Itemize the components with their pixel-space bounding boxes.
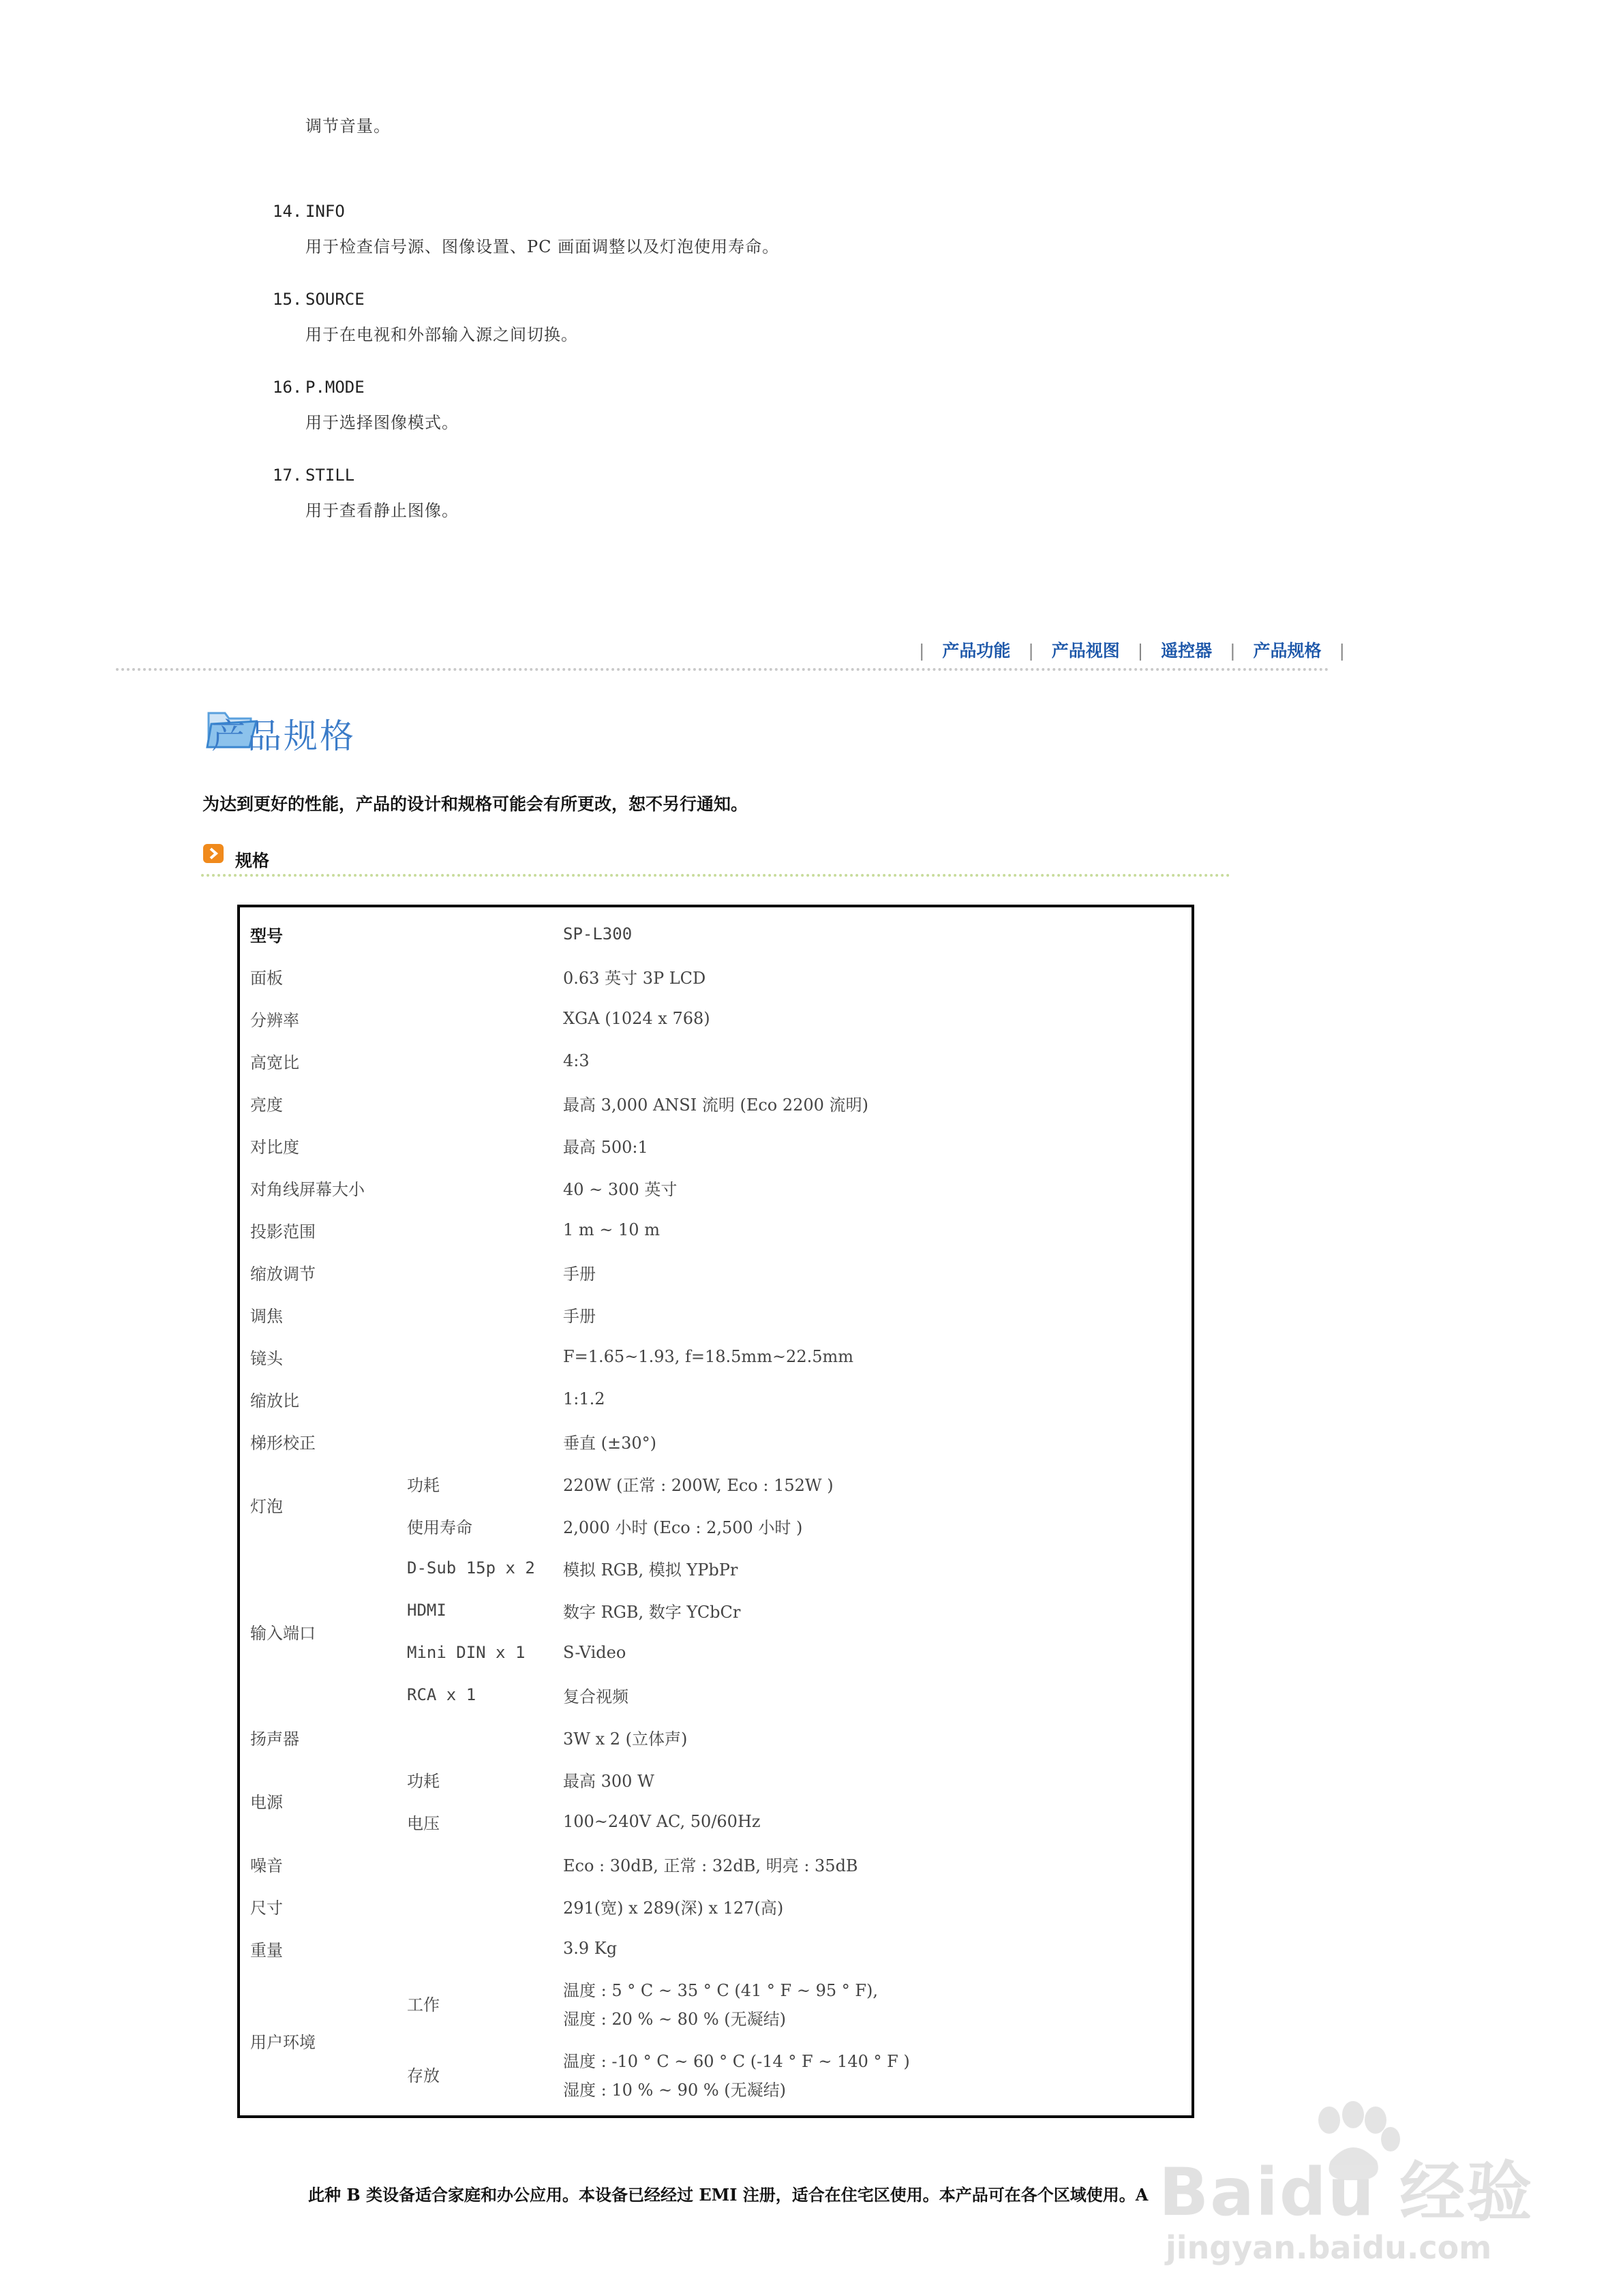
storage-humidity: 湿度 : 10 % ~ 90 % (无凝结) (563, 2081, 787, 2100)
table-row (240, 1082, 910, 1124)
spec-label: 用户环境 (250, 2032, 316, 2052)
spec-value: 垂直 (±30°) (563, 1433, 657, 1453)
table-row (240, 1335, 910, 1378)
nav-separator: | (919, 641, 925, 661)
spec-label: 对角线屏幕大小 (250, 1179, 365, 1199)
item-title: INFO (305, 202, 345, 221)
table-row (240, 997, 910, 1040)
spec-sublabel: Mini DIN x 1 (407, 1643, 526, 1662)
spec-sublabel: 工作 (407, 1995, 440, 2014)
nav-divider (116, 668, 1329, 671)
spec-value: 手册 (563, 1264, 596, 1284)
spec-label: 尺寸 (250, 1898, 283, 1918)
item-number: 16. (273, 378, 303, 397)
spec-value: 2,000 小时 (Eco : 2,500 小时 ) (563, 1517, 803, 1537)
spec-value: 复合视频 (563, 1687, 628, 1706)
spec-value: 4:3 (563, 1051, 590, 1070)
spec-value: 3W x 2 (立体声) (563, 1729, 688, 1749)
nav-separator: | (1339, 641, 1345, 661)
spec-label: 亮度 (250, 1095, 283, 1115)
storage-temperature: 温度 : -10 ° C ~ 60 ° C (-14 ° F ~ 140 ° F ) (563, 2052, 910, 2071)
spec-label: 重量 (250, 1940, 283, 1960)
spec-value: 1 m ~ 10 m (563, 1220, 660, 1239)
table-row (240, 1040, 910, 1082)
section-subtitle: 规格 (235, 851, 270, 871)
table-row (240, 1378, 910, 1420)
watermark-url: jingyan.baidu.com (1166, 2229, 1492, 2266)
spec-value: S-Video (563, 1643, 626, 1662)
table-row (240, 955, 910, 997)
nav-link-views[interactable]: 产品视图 (1051, 641, 1120, 661)
spec-value: XGA (1024 x 768) (563, 1009, 710, 1028)
table-row (240, 1124, 910, 1166)
spec-table-frame (237, 905, 1194, 2118)
table-row (240, 1166, 910, 1209)
spec-label: 电源 (250, 1792, 283, 1812)
subtitle-divider (201, 874, 1230, 877)
spec-label: 缩放调节 (250, 1264, 316, 1284)
table-row (240, 1885, 910, 1927)
spec-value: F=1.65~1.93, f=18.5mm~22.5mm (563, 1347, 854, 1366)
spec-label: 扬声器 (250, 1729, 299, 1749)
watermark-brand: Baidu 经验 (1159, 2154, 1534, 2231)
page-title: 产品规格 (211, 716, 356, 756)
list-item-info (273, 202, 779, 257)
spec-label: 型号 (250, 925, 283, 946)
item-title: P.MODE (305, 378, 365, 397)
item-title: STILL (305, 466, 355, 485)
item-description: 用于检查信号源、图像设置、PC 画面调整以及灯泡使用寿命。 (305, 237, 780, 256)
table-row (240, 1251, 910, 1293)
item-description: 用于在电视和外部输入源之间切换。 (305, 325, 578, 344)
spec-sublabel: 电压 (407, 1813, 440, 1833)
nav-separator: | (1137, 641, 1144, 661)
spec-value: 40 ~ 300 英寸 (563, 1179, 678, 1199)
table-row (240, 1927, 910, 1969)
nav-link-specs[interactable]: 产品规格 (1253, 641, 1322, 661)
spec-value (560, 1969, 910, 2040)
section-nav (907, 637, 1357, 662)
spec-sublabel: HDMI (407, 1601, 446, 1620)
spec-sublabel: RCA x 1 (407, 1685, 476, 1704)
item-number: 15. (273, 290, 303, 309)
spec-label: 噪音 (250, 1856, 283, 1875)
spec-label: 分辨率 (250, 1010, 299, 1030)
spec-value: 模拟 RGB, 模拟 YPbPr (563, 1560, 738, 1580)
spec-table (240, 913, 910, 2111)
spec-value: 220W (正常 : 200W, Eco : 152W ) (563, 1475, 834, 1495)
nav-separator: | (1230, 641, 1236, 661)
spec-value: SP-L300 (563, 924, 633, 943)
spec-label: 灯泡 (250, 1496, 283, 1516)
spec-label: 调焦 (250, 1306, 283, 1326)
spec-value: 最高 3,000 ANSI 流明 (Eco 2200 流明) (563, 1095, 868, 1115)
table-row (240, 1843, 910, 1885)
spec-value: 数字 RGB, 数字 YCbCr (563, 1602, 741, 1622)
spec-label: 对比度 (250, 1137, 299, 1157)
spec-label: 面板 (250, 968, 283, 988)
list-item-still (273, 466, 459, 521)
item-title: SOURCE (305, 290, 365, 309)
work-temperature: 温度 : 5 ° C ~ 35 ° C (41 ° F ~ 95 ° F), (563, 1981, 879, 2000)
spec-sublabel: 功耗 (407, 1475, 440, 1495)
spec-label: 输入端口 (250, 1623, 316, 1643)
spec-value: 最高 300 W (563, 1771, 654, 1791)
table-row (240, 1969, 910, 2040)
spec-sublabel: 存放 (407, 2066, 440, 2085)
work-humidity: 湿度 : 20 % ~ 80 % (无凝结) (563, 2010, 787, 2029)
nav-link-remote[interactable]: 遥控器 (1161, 641, 1213, 661)
nav-link-features[interactable]: 产品功能 (942, 641, 1011, 661)
table-row (240, 1293, 910, 1335)
spec-value: 1:1.2 (563, 1389, 605, 1408)
spec-value: 0.63 英寸 3P LCD (563, 968, 706, 988)
table-row (240, 913, 910, 955)
spec-value: 100~240V AC, 50/60Hz (563, 1812, 761, 1831)
spec-change-notice: 为达到更好的性能，产品的设计和规格可能会有所更改，恕不另行通知。 (202, 794, 748, 814)
spec-label: 缩放比 (250, 1391, 299, 1410)
spec-label: 梯形校正 (250, 1433, 316, 1453)
spec-value: 最高 500:1 (563, 1137, 648, 1157)
spec-sublabel: 功耗 (407, 1771, 440, 1791)
spec-label: 镜头 (250, 1348, 283, 1368)
spec-value: 291(宽) x 289(深) x 127(高) (563, 1898, 784, 1918)
list-item-pmode (273, 378, 459, 433)
table-row (240, 1420, 910, 1462)
spec-sublabel: D-Sub 15p x 2 (407, 1558, 535, 1577)
spec-label: 高宽比 (250, 1053, 299, 1072)
item-number: 14. (273, 202, 303, 221)
emi-class-b-note: 此种 B 类设备适合家庭和办公应用。本设备已经经过 EMI 注册，适合在住宅区使用。本产品可在各个区域使用。A (308, 2185, 1149, 2205)
volume-description: 调节音量。 (305, 117, 391, 136)
item-description: 用于查看静止图像。 (305, 501, 459, 520)
table-row (240, 1209, 910, 1251)
table-row (240, 1547, 910, 1589)
table-row (240, 1758, 910, 1800)
list-item-source (273, 290, 578, 345)
spec-sublabel: 使用寿命 (407, 1517, 472, 1537)
table-row (240, 1716, 910, 1758)
spec-value: 手册 (563, 1306, 596, 1326)
table-row (240, 1462, 910, 1505)
spec-value: Eco : 30dB, 正常 : 32dB, 明亮 : 35dB (563, 1856, 858, 1875)
spec-value: 3.9 Kg (563, 1939, 618, 1958)
baidu-jingyan-watermark (1159, 2100, 1541, 2277)
spec-label: 投影范围 (250, 1222, 316, 1241)
item-description: 用于选择图像模式。 (305, 413, 459, 432)
spec-value (560, 2040, 910, 2111)
arrow-bullet-icon (202, 843, 224, 864)
nav-separator: | (1028, 641, 1034, 661)
item-number: 17. (273, 466, 303, 485)
